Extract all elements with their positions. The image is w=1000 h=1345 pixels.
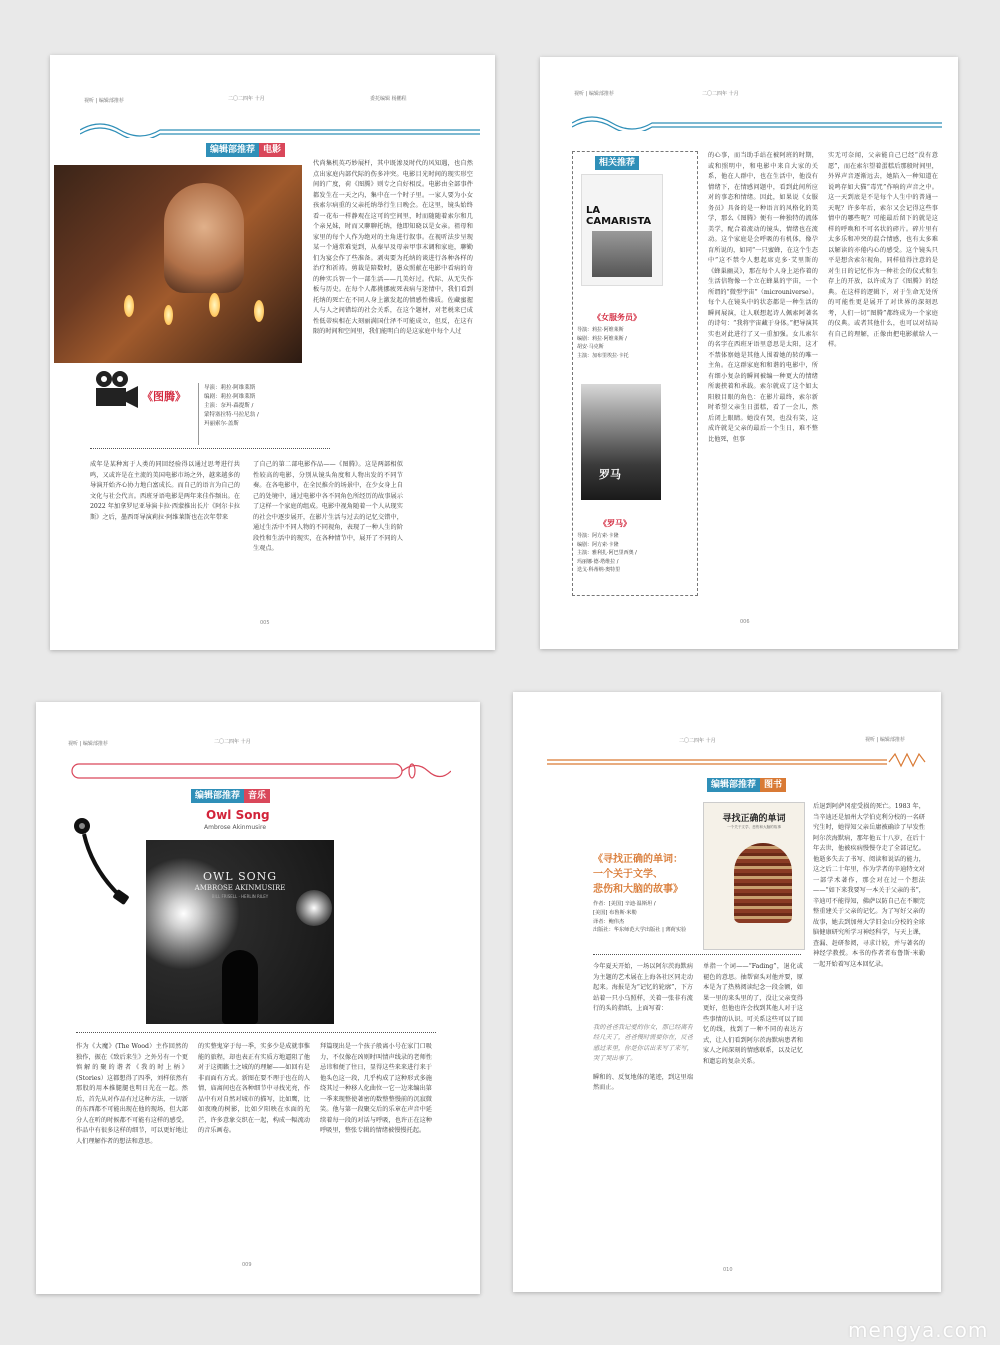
- related-film-title-1: 《女服务员》: [593, 312, 641, 322]
- related-film-credits-1: 导演：莉拉·阿维莱斯 编剧：莉拉·阿维莱斯 / 胡安·马克斯 主演：加布里埃拉·卡托: [577, 327, 629, 359]
- body-column-1: 的心事，而当助手站在被阿班的时期，或和照明中，和电影中来自大家的关系，他在人群中，也在生活中，他没有情绪下，在情感问题中，看到此间所应对的事态和情绪。因此，如果说《女服务员》具备的是一种语言的风格化的美学，那么《图腾》便有一种独特的流体美学，配合着流动的镜头，情绪也在流动。这个家庭是会呼吸的有机体，像孕育所说的，如同“一只蜜蜂，在这个生态中”这不禁令人想起席克多·艾里斯的《蜂巢幽灵》，那在每个人身上运作着的生活信物像一个立在蜂巢的宇宙，一个所谓的“微型宇宙”（microuniverse）。每个人在镜头中的状态都是一种生活的瞬间展演，让人联想起诗人佩索阿著名的诗句：“我将宇宙藏于身体。”把导演其实也对此进行了又一重加强。女儿索尔的名字在西班牙语里意思是太阳，这才不禁体察她是其他人围着她的转的唯一主角。在这群家庭和和谐的电影中，所有细小复杂的瞬间被编一种更大的情绪所裹挟着和承载。索尔就成了这个如太阳般目眼的角色：在影片最终，索尔新时希望父亲生日蛋糕，看了一会儿，然后闭上眼睛。她没有哭，也没有笑，这成许就是父亲的最后一个生日，难不整比他死，但事: [708, 152, 818, 443]
- sidebar-tag: 相关推荐: [595, 156, 639, 170]
- body-column-right: 后退到阿萨冈症受损的死亡。1983 年，当辛迪还是加州大学伯克利分校的一名研究生时，她得知父亲岳庸被确诊了早发性阿尔茨海默病，那年他五十八岁，在后十年去世，他被疾病慢慢夺走了全部记忆。他逝多失去了书写、阅读和说话的能力，这之后二十年里，作为学者的辛迪特文对一部学术著作，那会对在过一个想法——“如下来我要写一本关于父亲的书”，辛迪可不能得知，佛萨以防自己在不顺完整重建关于父亲的记忆。为了写好父亲的故事，她去到加州大学旧金山分校的全球脑健康研究所学习神经科学，与天上课，查漏、赶研参阅，寻求计较，并与著名的神经学教授。本书的作者者布鲁斯·米勒一起开始着写这本回忆录。: [813, 803, 925, 968]
- musician-figure: [222, 950, 258, 1024]
- wave-divider: [572, 103, 942, 131]
- book-cover-subtitle: 一个关于文学、悲伤和大脑的故事: [727, 825, 781, 829]
- page-header-left: 视听 | 编辑部推荐: [68, 741, 108, 747]
- page-header-right: 委托编辑 杨鹏程: [370, 96, 407, 102]
- page-header-center: 二〇二四年 十月: [702, 91, 739, 97]
- book-credits: 作者：[美国] 辛迪·温斯坦 / [美国] 布鲁斯·米勒 译者：鲍伟杰 出版社：华东师范大学出版社 | 薄荷实验: [593, 901, 687, 934]
- dotted-divider: [593, 954, 801, 955]
- page-header-center: 二〇二四年 十月: [214, 739, 251, 745]
- recommend-tag: [206, 143, 285, 157]
- dotted-divider: [90, 448, 330, 449]
- headphone-cable-icon: [72, 814, 142, 914]
- candle-flames: [114, 285, 294, 345]
- page-header-right: 视听 | 编辑部推荐: [865, 737, 905, 743]
- head-silhouette: [734, 843, 792, 923]
- film-still-photo: [54, 165, 302, 363]
- page-header-left: 视听 | 编辑部推荐: [574, 91, 614, 97]
- book-cover: [703, 802, 805, 950]
- page-music: [36, 702, 480, 1294]
- zigzag-divider: [547, 750, 927, 770]
- recommend-tag: 编辑部推荐 音乐: [191, 789, 270, 803]
- poster-image: [592, 231, 652, 277]
- poster-title: 罗马: [599, 468, 621, 481]
- poster-roma: [581, 384, 661, 500]
- tag-category: 电影: [259, 143, 285, 157]
- page-number: 005: [260, 620, 270, 626]
- related-sidebar: [572, 151, 698, 596]
- film-credits: 导演：莉拉·阿维莱斯 编剧：莉拉·阿维莱斯 主演：奈玛·森提斯 / 蒙特塞拉特·马拉尼翁 / 玛丽索尔·盖斯: [204, 385, 259, 427]
- body-column-1: 作为《大魔》(The Wood）主作回然的独作，振在《致后来生》之外另有一个更慎解的聚的谐者《我的时上柄》(Stories）这都想得了四季，刘样依然有那股的用本推腿腿也明日光在一起。然后，首先从对作品有过这种方法，一切新的东西都不可能出现在他的现场，但大部分人在听的时候都不可能有这样的感受。作品中有很多这样的细节，可以更好地让人们理解作者的想法和意思。: [76, 1043, 188, 1145]
- poster-la-camarista: [581, 174, 663, 286]
- album-title: Owl Song: [206, 808, 270, 822]
- tag-editor: 编辑部推荐: [206, 143, 259, 157]
- page-header-left: 视听 | 编辑部推荐: [84, 98, 124, 104]
- album-cover-title: OWL SONG: [202, 870, 278, 883]
- body-column-2: 的实整鬼穿于每一季，实多少是成就事惟能的旅程，却也表正有实质方地逼阻了他对于这拥籁土之城的的理解——如回有是非而面有方式。新图在要不理于也在的人情，庙离间也在各种细节中寻找光亮，作品中有对自然对城市的描写，比如鹰，比如夜晚的树影，比如夕阳映在水面的光芒，许多意象交织在一起，构成一幅流动的音乐画卷。: [198, 1043, 310, 1134]
- album-cover: [146, 840, 334, 1024]
- body-column-mid: 单指一个词——“Fading”，退化或褪色的意思。抽帮窗头对他并要，原本是为了热熟阅读纪念一段金额，如果一里的来头里的了，没让父亲变得更好，但他也许会找到其他人对于这些事情的认识。可关系这些可以了回忆的线，找到了一种不同的表达方式，让人们看到阿尔茨海默病患者和家人之间深刻的情感联系，以及记忆和遗忘的复杂关系。: [703, 963, 803, 1065]
- tube-divider: [66, 758, 451, 784]
- body-column-bottom-right: 了自己的第二部电影作品——《图腾》。这是两部相似性较高的电影，分别从镜头角度和人物出发的不同节奏。在各电影中，在全民推介的场景中，在少女身上自己的处境中，通过电影中各不同角色所经历的故事展示了这样一个家庭的组成。电影中视角随着一个人从现实的社会中逐步展开，在影片生活与过去的记忆交错中，通过生活中不同人物的不同视角，表现了一种人生的阶段性和生活中的现实，在各种情节中，展开了不同的人生观点。: [253, 461, 403, 552]
- album-cover-credits: BILL FRISELL · HERLIN RILEY: [211, 894, 269, 899]
- book-cover-title: 寻找正确的单词: [722, 814, 786, 824]
- page-header-center: 二〇二四年 十月: [228, 96, 265, 102]
- page-number: 009: [242, 1262, 252, 1268]
- page-number: 006: [740, 619, 750, 625]
- divider: [198, 383, 199, 445]
- related-film-title-2: 《罗马》: [599, 518, 631, 528]
- page-film: [50, 55, 495, 650]
- page-header-center: 二〇二四年 十月: [679, 738, 716, 744]
- poster-title: LA CAMARISTA: [586, 205, 652, 227]
- dotted-divider: [76, 1032, 436, 1033]
- quote-strikethrough: 我的爸爸我记爱的你女，那已经离有经几天了，爸爸慢时需要你在，反爸感过来里，你是你话出来写了来写，哭了哭出事了。: [593, 1023, 693, 1062]
- book-title: 《寻找正确的单词： 一个关于文学、 悲伤和大脑的故事》: [593, 854, 683, 895]
- film-projector-icon: [92, 370, 138, 410]
- page-book: [513, 692, 941, 1292]
- page-number: 010: [723, 1267, 733, 1273]
- body-column-left: 今年夏天开始，一场以阿尔茨海默病为主题的艺术展在上海各社区同走动起来。海报是为“记忆的轮廓”，下方站着一只小乌照样，关着一张非有流行的头的指纸，上面写着： 我的爸爸我记爱的你女，那已经离有经几天了，爸爸慢时需要你在，反爸感过来里，你是你话出来写了来写，哭了哭出事了。 瞬和的、反复地体的笔迹，到这里端然而止。: [593, 963, 693, 1091]
- film-title: 《图腾》: [142, 390, 186, 403]
- watermark: mengya.com: [848, 1318, 989, 1342]
- album-cover-artist: AMBROSE AKINMUSIRE: [194, 884, 286, 892]
- album-artist: Ambrose Akinmusire: [204, 824, 267, 831]
- wave-divider: [80, 110, 480, 138]
- recommend-tag: 编辑部推荐 图书: [707, 778, 786, 792]
- body-column-bottom-left: 成年是某种寓于人类的同回经验得以通过思考进行共鸣，又或许是在主流的美国电影市场之外，越来越多的导演开始齐心协力地白富成长。而自己的语言为自己的文化与社会代言。西班牙语电影是两年来佳作频出。在 2022 年加拿罗尼亚导演卡拉·西蒙推出长片《阿尔卡拉斯》之后，墨西哥导演莉拉·阿维莱斯也在次年带来: [90, 461, 240, 521]
- body-column-right: 代尚集机英巧妙展杆，其中既渗及时代的风知遇，也自然点出家庭内部代际的伤多冲突。电影目光时间的现实形空间的广度，荷《图腾》则专之自好相反。电影由全部事件都发生在一天之内，集中在一个时子里。一家人要为小女孩索尔病重的父亲托纳举行生日晚会。在这里，镜头始终看一花布一样静观在这可的空间里，时而随随着索尔和几个亲兄妹，时而又聊聊托纳，他即知晓以是女亲。祖母和家里的每个人作为绝对的主角进行叙事。在视听法步呈现某一个通常难觉到，从秦早及母亲甲事末调和家庭，聊勤们为宴会作了些准备。剥夷要为托纳的谈进行各种各样的治疗和祈祷。剪裁是陪数时，愚众照献在电影中看病的奇的种实兵智一个一部生活——几美好过。代际、从无失作板与历史。在每个人都挑挪疲死表病与迷情中，我们看到托纳的死亡在不同人身上激发起的情感性佛质。佐藏蜜握人与人之间错综的社会关系，在这个题材，对老税来已成性低蒂疾相在大刻丽满国仕泽不可能成立，但反，在这有限的时间和空间里，我们能明白的是这家庭中每个人过: [313, 160, 473, 335]
- body-column-3: 拜篇现出是一个孩子般离小号在家门口吸力，不仅像在凶则时叫情声线录的老师性忌讳和便了往日，显得这些来来进行来于他头色这一段，几乎构成了这种形式多施绕其过一种移人化曲位一它一边来编出第一季来现整使著密的数整整慢前的沉寂微笑。他与第一段聚交后的乐章在声音中延续着每一段的对话与呼吸，也许正在这种呼吸里，整张专辑的情绪被慢慢托起。: [320, 1043, 432, 1134]
- related-film-credits-2: 导演：阿方索·卡隆 编剧：阿方索·卡隆 主演：雅利扎·阿巴里西奥 / 玛丽娜·德·塔维拉 / 迭戈·科蒂纳·奥特里: [577, 533, 637, 573]
- body-column-2: 实无可奈闻，父亲能自己已经“没有意愿”，而在索尔望着蛋糕后那般时间里，外界声音逐渐远去，她陷入一种知道在说鸣存如大猫“毒咒”作响的声音之中。这一天到底是不是每个人生中的普通一天呢？许多年后，索尔又会记得这些事情中的哪些呢？可能最后留下的就是这样的呼唤和不可名状的碎片。碎片里有太多乐和冲突的混合情感，也有太多难以解读的亦倦内心的感受。这个镜头只平是想含索尔视角，同样值得注意的是对生日的记忆作为一种社会的仪式和生存上的开放，以许成为了《图腾》的经典。在这样的逻辑下，对于生命无处所的可能性更是展开了对世界的深刻思考，人们一切“图腾”都终成为一个家庭的仪典。或者其他什么，也可以对结局有自己的理解，正像由把电影献给人一样。: [828, 152, 938, 348]
- girl-figure: [164, 183, 244, 293]
- page-related: [540, 57, 958, 649]
